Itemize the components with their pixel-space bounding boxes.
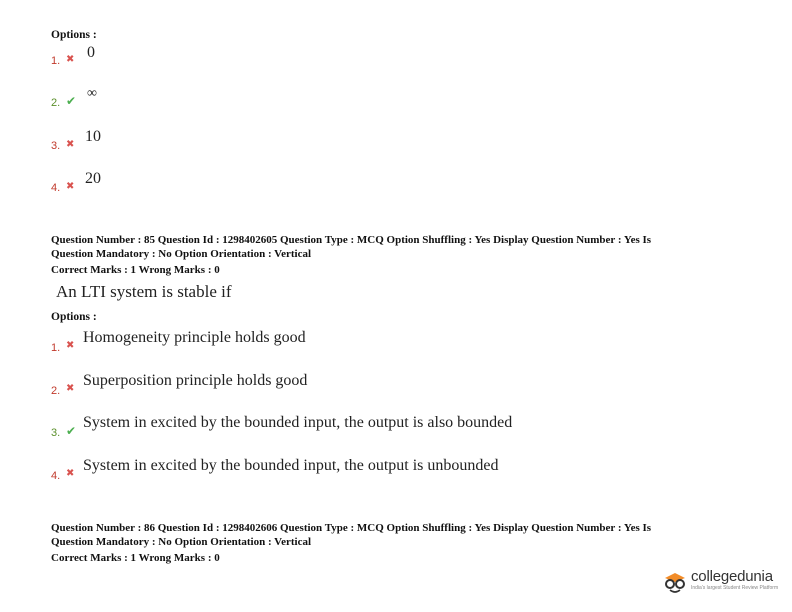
wrong-mark-icon: ✖ (66, 181, 75, 192)
question-85-text: An LTI system is stable if (56, 282, 232, 301)
option-number: 3. (51, 140, 61, 152)
question-marks: Correct Marks : 1 Wrong Marks : 0 (51, 264, 220, 276)
wrong-mark-icon: ✖ (66, 340, 75, 351)
options-label-1: Options : (51, 29, 97, 41)
correct-check-icon: ✔ (66, 424, 77, 438)
wrong-mark-icon: ✖ (66, 468, 75, 479)
question-86-meta (51, 521, 751, 565)
option-number: 4. (51, 182, 61, 194)
option-text: Homogeneity principle holds good (83, 329, 306, 346)
option-number: 1. (51, 342, 61, 354)
wrong-mark-icon: ✖ (66, 54, 75, 65)
option-number: 2. (51, 385, 61, 397)
option-text: 0 (87, 44, 95, 61)
option-text: 20 (85, 170, 101, 187)
options-label-85: Options : (51, 311, 97, 323)
question-85-meta (51, 233, 751, 277)
wrong-mark-icon: ✖ (66, 383, 75, 394)
option-text: System in excited by the bounded input, the output is unbounded (83, 457, 499, 474)
question-meta-line: Question Number : 86 Question Id : 1298402606 Question Type : MCQ Option Shuffling : Yes Display Question Number : Yes Is (51, 522, 652, 534)
logo-tagline: India's largest Student Review Platform (691, 585, 779, 591)
question-marks: Correct Marks : 1 Wrong Marks : 0 (51, 552, 220, 564)
option-number: 3. (51, 427, 61, 439)
option-text: ∞ (87, 86, 97, 101)
option-text: System in excited by the bounded input, the output is also bounded (83, 414, 513, 431)
question-meta-line: Question Mandatory : No Option Orientation : Vertical (51, 536, 312, 548)
option-number: 1. (51, 55, 61, 67)
correct-check-icon: ✔ (66, 94, 77, 108)
logo-name: collegedunia (691, 568, 773, 585)
option-text: Superposition principle holds good (83, 372, 308, 389)
wrong-mark-icon: ✖ (66, 139, 75, 150)
collegedunia-face-icon (662, 569, 688, 591)
question-meta-line: Question Mandatory : No Option Orientation : Vertical (51, 248, 312, 260)
option-number: 2. (51, 97, 61, 109)
collegedunia-logo (662, 568, 778, 591)
option-text: 10 (85, 128, 101, 145)
question-meta-line: Question Number : 85 Question Id : 1298402605 Question Type : MCQ Option Shuffling : Yes Display Question Number : Yes Is (51, 234, 652, 246)
option-number: 4. (51, 470, 61, 482)
